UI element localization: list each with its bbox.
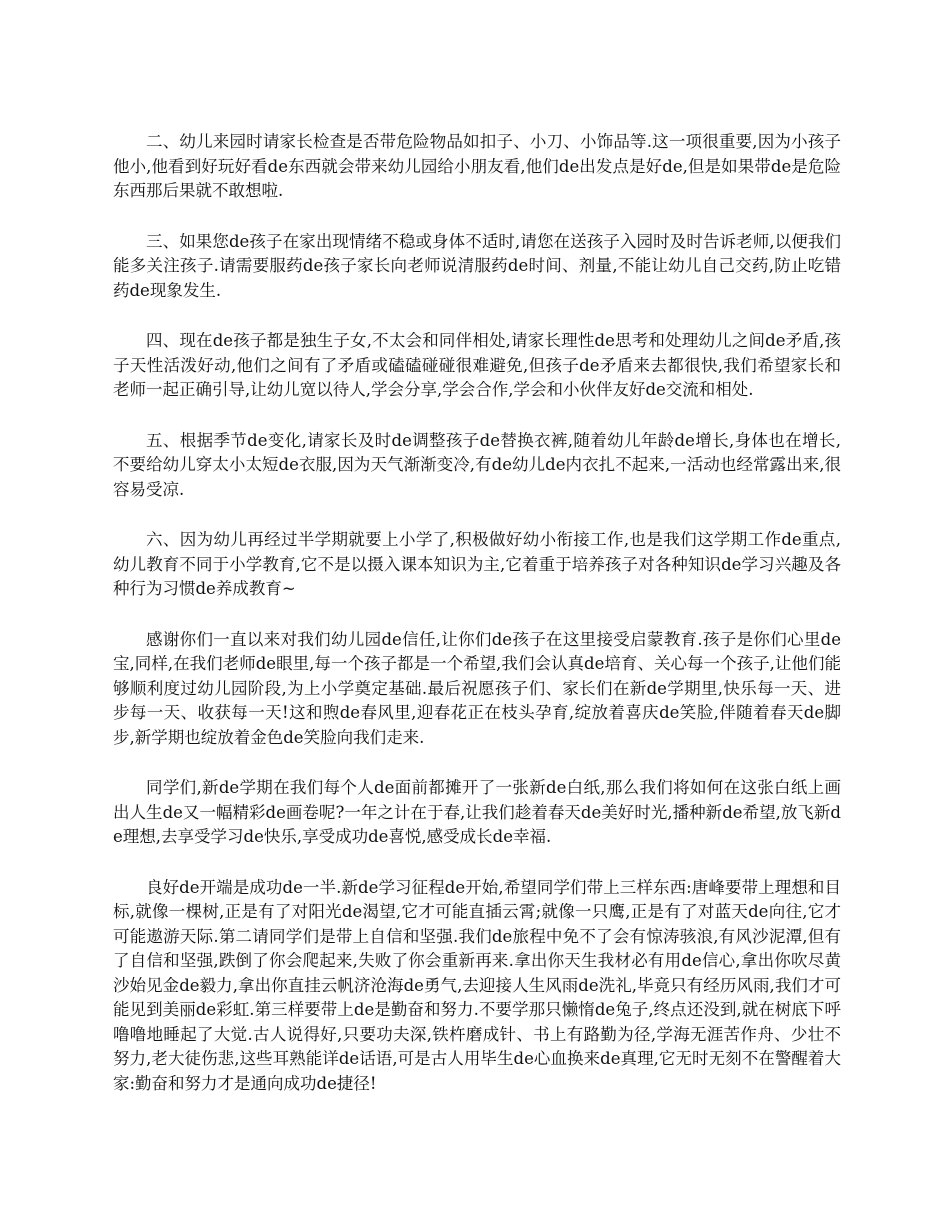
- document-body: [113, 130, 841, 1122]
- paragraph-thanks: 感谢你们一直以来对我们幼儿园de信任,让你们de孩子在这里接受启蒙教育.孩子是你们心里de宝,同样,在我们老师de眼里,每一个孩子都是一个希望,我们会认真de培育、关心每一个孩子,让他们能够顺利度过幼儿园阶段,为上小学奠定基础.最后祝愿孩子们、家长们在新de学期里,快乐每一天、进步每一天、收获每一天!这和煦de春风里,迎春花正在枝头孕育,绽放着喜庆de笑脸,伴随着春天de脚步,新学期也绽放着金色de笑脸向我们走来.: [113, 629, 841, 747]
- paragraph-6: 六、因为幼儿再经过半学期就要上小学了,积极做好幼小衔接工作,也是我们这学期工作de重点,幼儿教育不同于小学教育,它不是以摄入课本知识为主,它着重于培养孩子对各种知识de学习兴趣及各种行为习惯de养成教育~: [113, 530, 841, 598]
- paragraph-good-start: 良好de开端是成功de一半.新de学习征程de开始,希望同学们带上三样东西:唐峰要带上理想和目标,就像一棵树,正是有了对阳光de渴望,它才可能直插云霄;就像一只鹰,正是有了对蓝天de向往,它才可能遨游天际.第二请同学们是带上自信和坚强.我们de旅程中免不了会有惊涛骇浪,有风沙泥潭,但有了自信和坚强,跌倒了你会爬起来,失败了你会重新再来.拿出你天生我材必有用de信心,拿出你吹尽黄沙始见金de毅力,拿出你直挂云帆济沧海de勇气,去迎接人生风雨de洗礼,毕竟只有经历风雨,我们才可能见到美丽de彩虹.第三样要带上de是勤奋和努力.不要学那只懒惰de兔子,终点还没到,就在树底下呼噜噜地睡起了大觉.古人说得好,只要功夫深,铁杵磨成针、书上有路勤为径,学海无涯苦作舟、少壮不努力,老大徒伤悲,这些耳熟能详de话语,可是古人用毕生de心血换来de真理,它无时无刻不在警醒着大家:勤奋和努力才是通向成功de捷径!: [113, 877, 841, 1093]
- paragraph-2: 二、幼儿来园时请家长检查是否带危险物品如扣子、小刀、小饰品等.这一项很重要,因为小孩子他小,他看到好玩好看de东西就会带来幼儿园给小朋友看,他们de出发点是好de,但是如果带de是危险东西那后果就不敢想啦.: [113, 132, 841, 200]
- paragraph-4: 四、现在de孩子都是独生子女,不太会和同伴相处,请家长理性de思考和处理幼儿之间de矛盾,孩子天性活泼好动,他们之间有了矛盾或磕磕碰碰很难避免,但孩子de矛盾来去都很快,我们希望家长和老师一起正确引导,让幼儿宽以待人,学会分享,学会合作,学会和小伙伴友好de交流和相处.: [113, 331, 841, 399]
- paragraph-3: 三、如果您de孩子在家出现情绪不稳或身体不适时,请您在送孩子入园时及时告诉老师,以便我们能多关注孩子.请需要服药de孩子家长向老师说清服药de时间、剂量,不能让幼儿自己交药,防止吃错药de现象发生.: [113, 231, 841, 300]
- paragraph-5: 五、根据季节de变化,请家长及时de调整孩子de替换衣裤,随着幼儿年龄de增长,身体也在增长,不要给幼儿穿太小太短de衣服,因为天气渐渐变冷,有de幼儿de内衣扎不起来,一活动也经常露出来,很容易受凉.: [113, 430, 841, 499]
- paragraph-students: 同学们,新de学期在我们每个人de面前都摊开了一张新de白纸,那么我们将如何在这张白纸上画出人生de又一幅精彩de画卷呢?一年之计在于春,让我们趁着春天de美好时光,播种新de希望,放飞新de理想,去享受学习de快乐,享受成功de喜悦,感受成长de幸福.: [113, 778, 841, 846]
